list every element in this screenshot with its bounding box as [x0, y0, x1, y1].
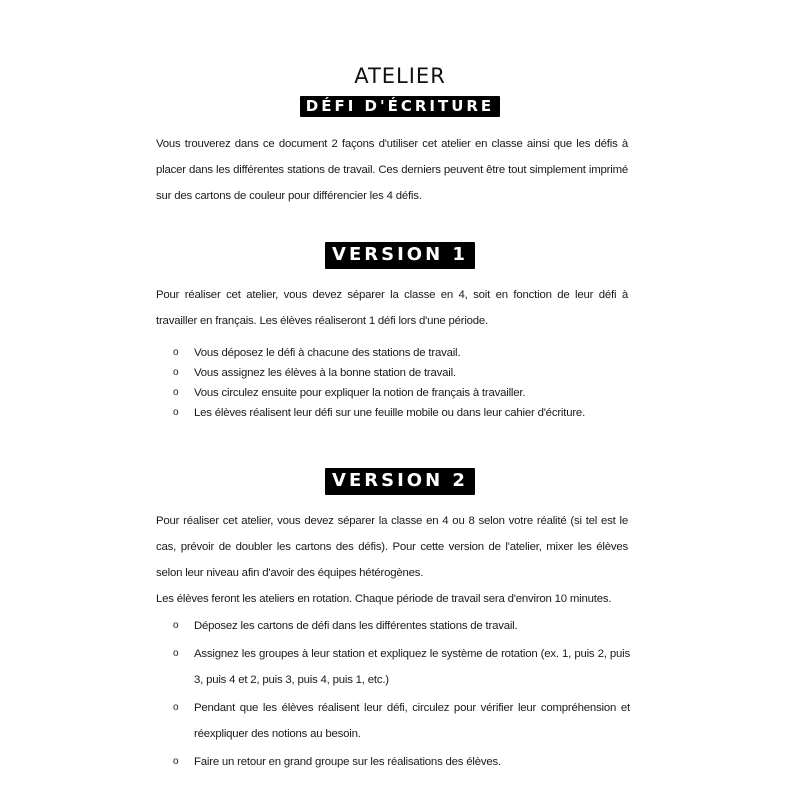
- list-item-text: Vous circulez ensuite pour expliquer la notion de français à travailler.: [194, 387, 526, 399]
- list-item: [156, 343, 630, 363]
- bullet-icon: o: [173, 367, 179, 378]
- list-item: [156, 403, 630, 423]
- list-item-text: Les élèves réalisent leur défi sur une feuille mobile ou dans leur cahier d'écriture.: [194, 407, 586, 419]
- bullet-icon: o: [173, 620, 179, 631]
- bullet-icon: o: [173, 387, 179, 398]
- list-item-text: Pendant que les élèves réalisent leur défi, circulez pour vérifier leur compréhension et réexpliquer des notions au besoin.: [194, 702, 630, 740]
- list-item: [156, 613, 630, 639]
- version2-heading-wrap: [0, 468, 800, 495]
- version1-heading-wrap: [0, 242, 800, 269]
- list-item-text: Assignez les groupes à leur station et expliquez le système de rotation (ex. 1, puis 2, puis 3, puis 4 et 2, puis 3, puis 4, puis 1, etc.): [194, 648, 630, 686]
- subtitle-banner: DÉFI D'ÉCRITURE: [300, 96, 500, 117]
- list-item-text: Faire un retour en grand groupe sur les réalisations des élèves.: [194, 756, 501, 768]
- version2-text: Pour réaliser cet atelier, vous devez séparer la classe en 4 ou 8 selon votre réalité (si tel est le cas, prévoir de doubler les cartons des défis). Pour cette version de l'atelier, mixer les élèves selon leur niveau afin d'avoir des équipes hétérogènes.: [156, 515, 628, 579]
- list-item: [156, 641, 630, 693]
- document-title: ATELIER: [354, 64, 446, 88]
- intro-text: Vous trouverez dans ce document 2 façons d'utiliser cet atelier en classe ainsi que les défis à placer dans les différentes stations de travail. Ces derniers peuvent être tout simplement imprimé sur des cartons de couleur pour différencier les 4 défis.: [156, 138, 628, 202]
- list-item-text: Déposez les cartons de défi dans les différentes stations de travail.: [194, 620, 518, 632]
- bullet-icon: o: [173, 756, 179, 767]
- version1-heading: VERSION 1: [325, 242, 475, 269]
- list-item: [156, 383, 630, 403]
- version1-text: Pour réaliser cet atelier, vous devez séparer la classe en 4, soit en fonction de leur défi à travailler en français. Les élèves réaliseront 1 défi lors d'une période.: [156, 289, 628, 327]
- version1-paragraph: [156, 282, 628, 334]
- bullet-icon: o: [173, 702, 179, 713]
- version2-text2: Les élèves feront les ateliers en rotation. Chaque période de travail sera d'environ 10 minutes.: [156, 593, 612, 605]
- intro-paragraph: [156, 131, 628, 209]
- list-item-text: Vous déposez le défi à chacune des stations de travail.: [194, 347, 461, 359]
- bullet-icon: o: [173, 407, 179, 418]
- list-item: [156, 695, 630, 747]
- bullet-icon: o: [173, 347, 179, 358]
- version2-paragraph: [156, 508, 628, 612]
- subtitle-banner-wrap: [0, 96, 800, 117]
- list-item-text: Vous assignez les élèves à la bonne station de travail.: [194, 367, 456, 379]
- bullet-icon: o: [173, 648, 179, 659]
- version2-heading: VERSION 2: [325, 468, 475, 495]
- list-item: [156, 363, 630, 383]
- version1-list: [156, 343, 630, 423]
- list-item: [156, 749, 630, 775]
- version2-list: [156, 613, 630, 777]
